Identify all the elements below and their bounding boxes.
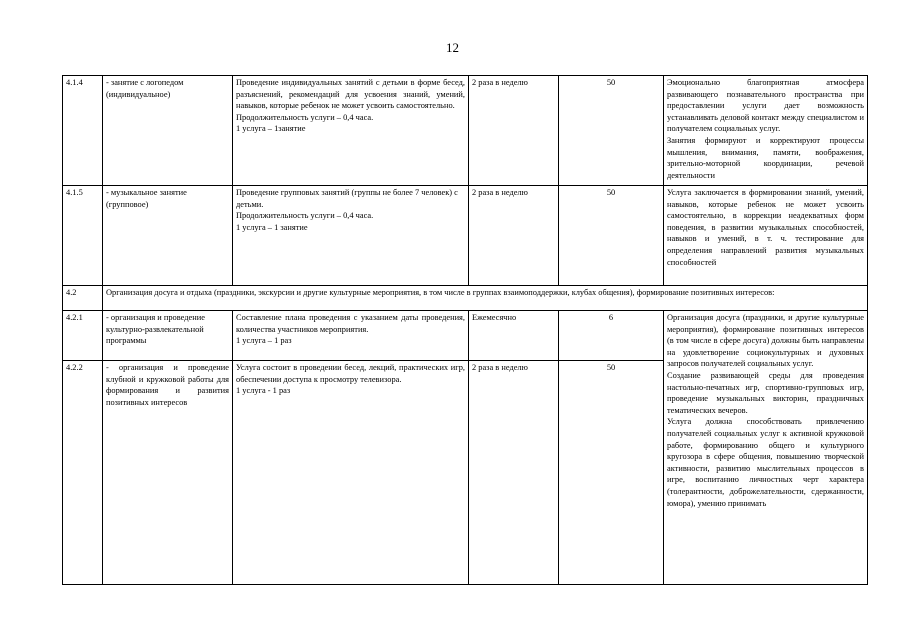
row-number: 4.2.2 [63,361,103,585]
assessment-paragraph: Создание развивающей среды для проведения настольно-печатных игр, спортивно-групповых игр, проведение музыкальных викторин, праздничных тематических вечеров. [667,370,864,415]
service-description [233,361,469,585]
service-frequency: Ежемесячно [469,311,559,361]
section-row [63,286,868,311]
table-row [63,186,868,286]
table-row [63,311,868,361]
service-volume: 50 [559,361,664,585]
description-line: Продолжительность услуги – 0,4 часа. [236,112,374,122]
service-assessment [664,76,868,186]
shared-assessment [664,311,868,585]
description-line: Проведение индивидуальных занятий с детьми в форме бесед, разъяснений, рекомендаций для усвоения знаний, умений, навыков, которые ребенок не может усвоить самостоятельно. [236,78,465,111]
description-line: Услуга состоит в проведении бесед, лекций, практических игр, обеспечении доступа к просмотру телевизора. [236,363,465,384]
row-number: 4.1.4 [63,76,103,186]
assessment-paragraph: Занятия формируют и корректируют процессы мышления, внимания, памяти, воображения, зрительно-моторной координации, речевой деятельности [667,135,864,180]
service-frequency: 2 раза в неделю [469,186,559,286]
section-number: 4.2 [63,286,103,311]
service-frequency: 2 раза в неделю [469,76,559,186]
service-frequency: 2 раза в неделю [469,361,559,585]
description-line: 1 услуга – 1 раз [236,336,292,346]
assessment-paragraph: Организация досуга (праздники, и другие культурные мероприятия), формирование позитивных интересов (в том числе в сфере досуга) должны быть направлены на удовлетворение социокультурных и духовных запросов получателей социальных услуг. [667,313,864,369]
assessment-paragraph: Услуга заключается в формировании знаний, умений, навыков, которые ребенок не может усвоить самостоятельно, в коррекции неадекватных форм поведения, в развитии музыкальных способностей, навыков и умений, в т. ч. тестирование для определения направлений развития музыкальных способностей [667,188,864,267]
service-description [233,311,469,361]
service-name: - занятие с логопедом (индивидуальное) [103,76,233,186]
description-line: Продолжительность услуги – 0,4 часа. [236,211,374,221]
service-description [233,186,469,286]
description-line: Проведение групповых занятий (группы не более 7 человек) с детьми. [236,188,458,209]
service-volume: 50 [559,186,664,286]
assessment-paragraph: Эмоционально благоприятная атмосфера развивающего познавательного пространства при предоставлении услуги дает возможность устанавливать деловой контакт между специалистом и получателем социальных услуг. [667,78,864,134]
description-line: 1 услуга – 1 занятие [236,222,308,232]
assessment-paragraph: Услуга должна способствовать привлечению получателей социальных услуг к активной кружковой работе, формированию общего и культурного кругозора в сфере общения, повышению творческой активности, развитию мыслительных процессов в игре, воспитанию личностных черт характера (толерантности, доброжелательности, сдержанности, юмора), умению принимать [667,417,864,508]
row-number: 4.1.5 [63,186,103,286]
table-row [63,76,868,186]
service-name: - организация и проведение клубной и кружковой работы для формирования и развития позитивных интересов [103,361,233,585]
section-title: Организация досуга и отдыха (праздники, экскурсии и другие культурные мероприятия, в том числе в группах взаимоподдержки, клубах общения), формирование позитивных интересов: [103,286,868,311]
page-number: 12 [446,40,459,55]
service-assessment [664,186,868,286]
services-table [62,75,868,585]
service-name: - музыкальное занятие (групповое) [103,186,233,286]
row-number: 4.2.1 [63,311,103,361]
service-description [233,76,469,186]
description-line: 1 услуга - 1 раз [236,386,291,396]
service-name: - организация и проведение культурно-развлекательной программы [103,311,233,361]
description-line: 1 услуга – 1занятие [236,124,306,134]
service-volume: 50 [559,76,664,186]
service-volume: 6 [559,311,664,361]
description-line: Составление плана проведения с указанием даты проведения, количества участников мероприятия. [236,313,465,334]
